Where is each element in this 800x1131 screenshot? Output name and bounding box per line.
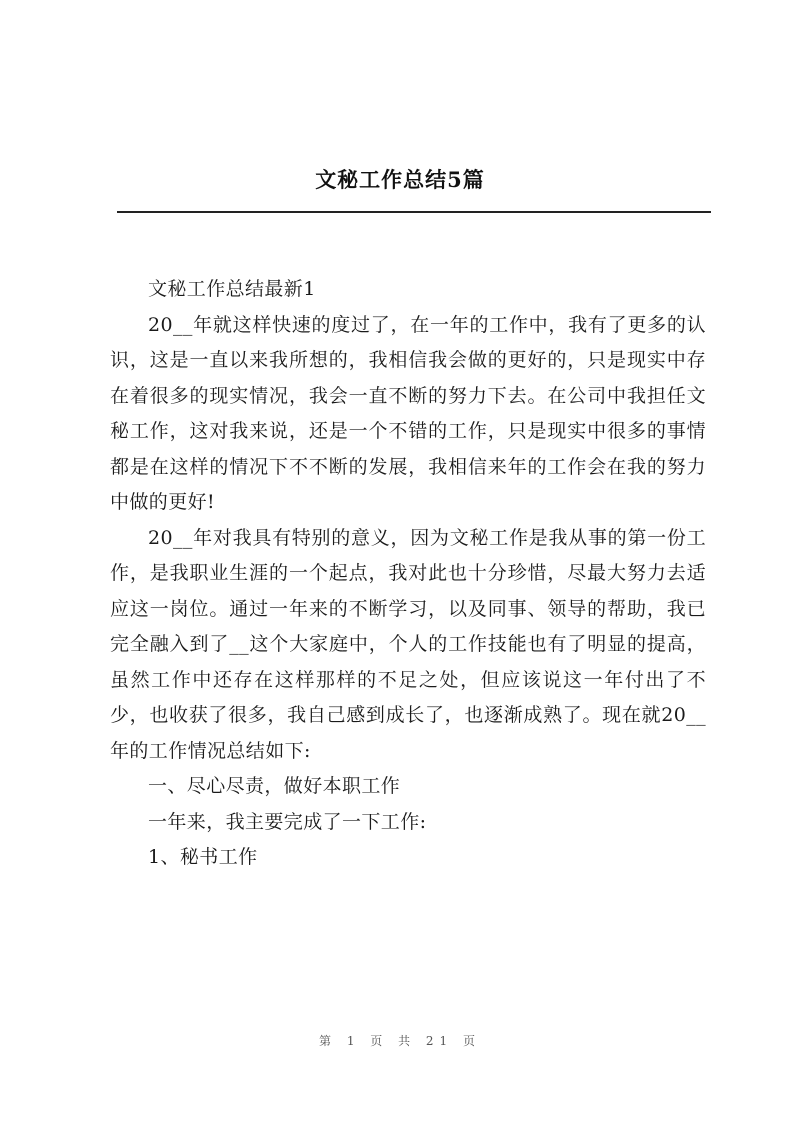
subheading-duties: 一、尽心尽责，做好本职工作 [148, 775, 401, 797]
document-body [110, 272, 706, 876]
body-paragraph-3: 一年来，我主要完成了一下工作: [148, 810, 427, 833]
title-underline-divider [117, 211, 711, 213]
body-paragraph-1: 20__年就这样快速的度过了，在一年的工作中，我有了更多的认识，这是一直以来我所想的，我相信我会做的更好的，只是现实中存在着很多的现实情况，我会一直不断的努力下去。在公司中我担任文秘工作，这对我来说，还是一个不错的工作，只是现实中很多的事情都是在这样的情况下不不断的发展，我相信来年的工作会在我的努力中做的更好! [110, 313, 706, 513]
document-title: 文秘工作总结5篇 [315, 167, 485, 192]
page-number-footer: 第 1 页 共 21 页 [319, 1034, 481, 1048]
body-paragraph-2: 20__年对我具有特别的意义，因为文秘工作是我从事的第一份工作，是我职业生涯的一个起点，我对此也十分珍惜，尽最大努力去适应这一岗位。通过一年来的不断学习，以及同事、领导的帮助，我已完全融入到了__这个大家庭中，个人的工作技能也有了明显的提高，虽然工作中还存在这样那样的不足之处，但应该说这一年付出了不少，也收获了很多，我自己感到成长了，也逐渐成熟了。现在就20__年的工作情况总结如下: [110, 526, 706, 762]
list-item-secretary-work: 1、秘书工作 [148, 846, 258, 868]
section-heading-1: 文秘工作总结最新1 [148, 278, 316, 300]
